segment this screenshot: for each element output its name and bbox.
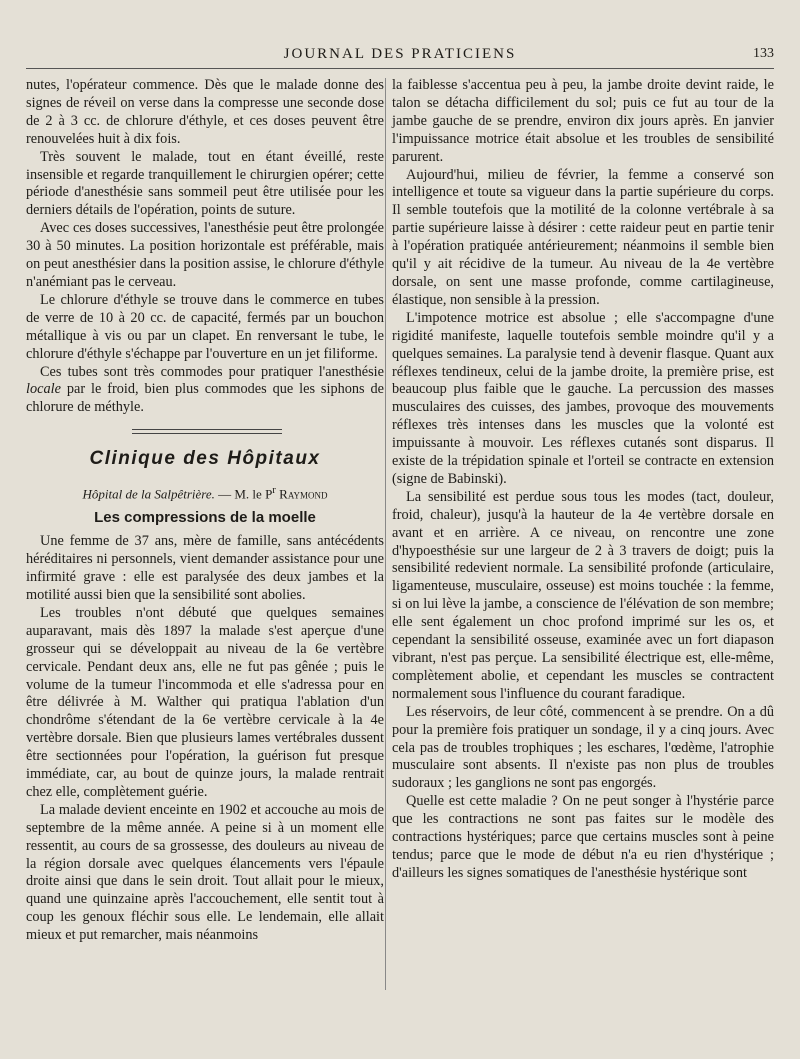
hospital-sep: — M. le P — [214, 486, 273, 502]
page-number: 133 — [753, 46, 774, 61]
paragraph: Le chlorure d'éthyle se trouve dans le commerce en tubes de verre de 10 à 20 cc. de capacité, fermés par un bouchon métallique à vis ou par un clapet. En renversant le tube, le chlorure d'éthyle s'échappe par l'ouverture en un jet filiforme. — [26, 291, 384, 362]
italic-word: locale — [26, 381, 61, 398]
hospital-name: Hôpital de la Salpêtrière. — [82, 486, 215, 502]
page-header — [26, 42, 774, 69]
paragraph: Les troubles n'ont débuté que quelques semaines auparavant, mais dès 1897 la malade s'est aperçue d'une grosseur qui se développait au niveau de la 6e vertèbre cervicale. Pendant deux ans, elle ne fut pas gênée ; puis le volume de la tumeur l'incommoda et elle s'adressa pour en être délivrée à M. Walther qui pratiqua l'ablation d'un chondrôme s'étendant de la 6e vertèbre cervicale à la 4e vertèbre dorsale. Bien que plusieurs lames vertébrales dussent être sectionnées pour l'opération, la guérison fut presque immédiate, car, au bout de quinze jours, la malade rentrait chez elle, complètement guérie. — [26, 604, 384, 800]
paragraph: la faiblesse s'accentua peu à peu, la jambe droite devint raide, le talon se détacha difficilement du sol; puis ce fut au tour de la jambe gauche de se prendre, environ dix jours après. En janvier l'impuissance motrice était absolue et les troubles de sensibilité parurent. — [392, 77, 774, 165]
paragraph: La malade devient enceinte en 1902 et accouche au mois de septembre de la même année. A peine si à un moment elle ressentit, au cours de sa grossesse, des douleurs au niveau de la région dorsale avec quelques élancements vers l'épaule droite ainsi que dans le sein droit. Tout allait pour le mieux, quand une quinzaine après l'accouchement, elle sentit tout à coup les genoux fléchir sous elle. Le lendemain, elle allait mieux et put remarcher, mais néanmoins — [26, 801, 384, 944]
paragraph: Les réservoirs, de leur côté, commencent à se prendre. On a dû pour la première fois pratiquer un sondage, il y a cinq jours. Avec cela pas de troubles trophiques ; les eschares, l'œdème, l'atrophie musculaire sont absents. Il n'existe pas non plus de troubles sudoraux ; les ganglions ne sont pas engorgés. — [392, 703, 774, 792]
left-column — [26, 77, 384, 945]
paragraph: nutes, l'opérateur commence. Dès que le malade donne des signes de réveil on verse dans la compresse une seconde dose de 2 à 3 cc. de chlorure d'éthyle, et ces doses peuvent être renouvelées huit à dix fois. — [26, 77, 384, 147]
hospital-sup: r — [272, 484, 276, 497]
text-run: Ces tubes sont très commodes pour pratiquer l'anesthésie — [40, 363, 384, 380]
hospital-line — [26, 482, 384, 503]
section-title: Clinique des Hôpitaux — [89, 448, 321, 470]
paragraph: L'impotence motrice est absolue ; elle s'accompagne d'une rigidité manifeste, laquelle toutefois semble moindre qu'il y a quelques semaines. La paralysie tend à devenir flasque. Quant aux réflexes tendineux, celui de la jambe droite, la première prise, est beaucoup plus faible que le gauche. La percussion des masses musculaires des cuisses, des jambes, provoque des mouvements réflexes très intenses dans les muscles que la volonté est impuissante à mouvoir. Les réflexes cutanés sont disparus. Il existe de la trépidation spinale et l'orteil se contracte en extension (signe de Babinski). — [392, 309, 774, 487]
paragraph-tubes — [26, 364, 384, 418]
section-divider — [132, 429, 282, 434]
right-column — [392, 77, 774, 883]
paragraph: Très souvent le malade, tout en étant éveillé, reste insensible et regarde tranquillement le chirurgien opérer; cette période d'anesthésie sans sommeil peut être utilisée pour les derniers détails de l'opération, points de suture. — [26, 148, 384, 219]
paragraph: Quelle est cette maladie ? On ne peut songer à l'hystérie parce que les contractions ne sont pas faites sur le modèle des contractions hystériques; parce que certains muscles sont à peine tendus; parce que le mode de début n'a eu rien d'hystérique ; d'ailleurs les signes somatiques de l'anesthésie hystérique sont — [392, 793, 774, 881]
article-title: Les compressions de la moelle — [94, 509, 316, 527]
text-run: par le froid, bien plus commodes que les siphons de chlorure de méthyle. — [26, 381, 384, 416]
paragraph: Aujourd'hui, milieu de février, la femme a conservé son intelligence et toute sa vigueur dans la partie supérieure du corps. Il semble toutefois que la motilité de la colonne vertébrale à sa partie supérieure laisse à désirer : cette raideur peut en partie tenir à l'opération pratiquée antérieurement; néanmoins il semble bien qu'il y ait récidive de la tumeur. Au niveau de la 4e vertèbre dorsale, on sent une masse profonde, comme cartilagineuse, élastique, non sensible à la pression. — [392, 166, 774, 308]
paragraph: La sensibilité est perdue sous tous les modes (tact, douleur, froid, chaleur), jusqu'à la hauteur de la 4e vertèbre dorsale en avant et en arrière. A ce niveau, on rencontre une zone d'hypoesthésie sur une largeur de 2 à 3 travers de doigt; puis la sensibilité redevient normale. La sensibilité profonde (articulaire, ligamenteuse, musculaire, osseuse) est moins touchée : la femme, si on lui lève la jambe, a conscience de l'élévation de son membre; elle sent également un choc profond imprimé sur les os, et cependant la sensibilité osseuse, examinée avec un fort diapason vibrant, n'est pas perçue. La sensibilité électrique est, elle-même, complètement abolie, et cependant les muscles se contractent normalement sous l'influence du courant faradique. — [392, 488, 774, 702]
running-title: JOURNAL DES PRATICIENS — [283, 46, 517, 62]
paragraph: Avec ces doses successives, l'anesthésie peut être prolongée 30 à 50 minutes. La position horizontale est préférable, mais on peut anesthésier dans la position assise, le chlorure d'éthyle n'anémiant pas le cerveau. — [26, 220, 384, 290]
paragraph: Une femme de 37 ans, mère de famille, sans antécédents héréditaires ni personnels, vient demander assistance pour une infirmité grave : elle est paralysée des deux jambes et la motilité aussi bien que la sensibilité sont abolies. — [26, 533, 384, 603]
professor-name: Raymond — [275, 486, 328, 502]
column-divider — [385, 78, 386, 990]
